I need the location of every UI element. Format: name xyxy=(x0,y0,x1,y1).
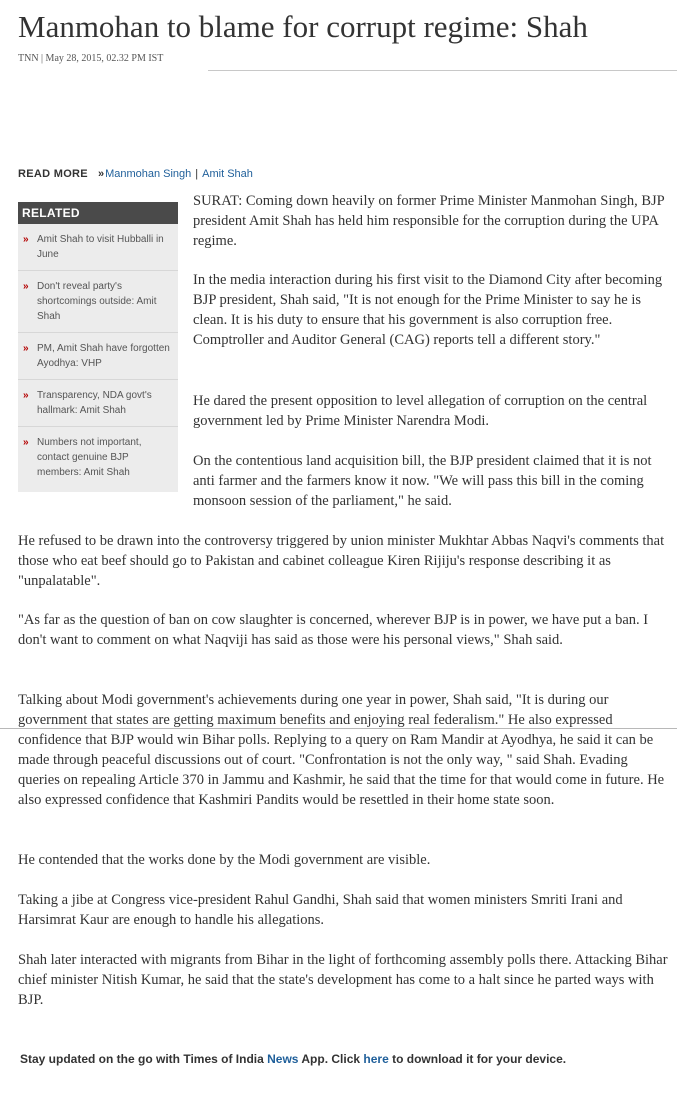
tag-link-amit-shah[interactable]: Amit Shah xyxy=(202,168,253,180)
article-paragraph: SURAT: Coming down heavily on former Prime Minister Manmohan Singh, BJP president Amit Shah has held him responsible for the corruption during the UPA regime. xyxy=(193,193,665,249)
read-more-label: READ MORE xyxy=(18,168,88,180)
related-item-text[interactable]: Amit Shah to visit Hubballi in June xyxy=(37,234,164,260)
related-item[interactable] xyxy=(18,427,178,488)
related-item-text[interactable]: Don't reveal party's shortcomings outside: Amit Shah xyxy=(37,281,157,322)
article-paragraph: He contended that the works done by the Modi government are visible. xyxy=(18,852,431,868)
related-item-text[interactable]: Transparency, NDA govt's hallmark: Amit Shah xyxy=(37,390,152,416)
related-item[interactable] xyxy=(18,333,178,380)
related-item[interactable] xyxy=(18,224,178,271)
related-title: RELATED xyxy=(18,202,178,224)
article-paragraph: On the contentious land acquisition bill, the BJP president claimed that it is not anti farmer and the farmers know it now. "We will pass this bill in the coming monsoon session of the parliament," he said. xyxy=(193,453,652,509)
article-paragraph: He dared the present opposition to level allegation of corruption on the central government led by Prime Minister Narendra Modi. xyxy=(193,393,648,429)
related-item-text[interactable]: PM, Amit Shah have forgotten Ayodhya: VHP xyxy=(37,343,170,369)
article-paragraph: Taking a jibe at Congress vice-president Rahul Gandhi, Shah said that women ministers Smriti Irani and Harsimrat Kaur are enough to handle his allegations. xyxy=(18,892,623,928)
article-paragraph: Talking about Modi government's achievements during one year in power, Shah said, "It is during our government that states are getting maximum benefits and enjoying real federalism." He also expressed confidence that BJP would win Bihar polls. Replying to a query on Ram Mandir at Ayodhya, he said it can be made through peaceful discussions out of court. "Confrontation is not the only way, " said Shah. Evading queries on repealing Article 370 in Jammu and Kashmir, he said that the time for that would come in future. He also expressed confidence that Kashmiri Pandits would be resettled in their home state soon. xyxy=(18,692,665,808)
headline-divider xyxy=(208,70,677,71)
related-item[interactable] xyxy=(18,380,178,427)
app-promo-text: to download it for your device. xyxy=(388,1052,567,1066)
app-promo xyxy=(20,1052,566,1066)
related-item[interactable] xyxy=(18,271,178,333)
related-list xyxy=(18,224,178,492)
read-more-arrow-icon: » xyxy=(97,168,105,180)
content-divider xyxy=(0,728,677,729)
article-paragraph: He refused to be drawn into the controversy triggered by union minister Mukhtar Abbas Naqvi's comments that those who eat beef should go to Pakistan and cabinet colleague Kiren Rijiju's response describing it as "unpalatable". xyxy=(18,533,665,589)
bullet-icon: » xyxy=(23,234,29,245)
related-box xyxy=(18,202,178,492)
app-promo-text: Stay updated on the go with Times of India xyxy=(20,1052,268,1066)
bullet-icon: » xyxy=(23,343,29,354)
bullet-icon: » xyxy=(23,281,29,292)
related-item-text[interactable]: Numbers not important, contact genuine BJP members: Amit Shah xyxy=(37,437,142,478)
news-app-link[interactable]: News xyxy=(267,1052,299,1066)
tag-link-manmohan-singh[interactable]: Manmohan Singh xyxy=(105,168,192,180)
article-paragraph: Shah later interacted with migrants from Bihar in the light of forthcoming assembly polls there. Attacking Bihar chief minister Nitish Kumar, he said that the state's development has come to a halt since he parted ways with BJP. xyxy=(18,952,668,1008)
tag-separator: | xyxy=(195,168,199,180)
bullet-icon: » xyxy=(23,437,29,448)
app-promo-text: App. Click xyxy=(298,1052,364,1066)
article-byline: TNN | May 28, 2015, 02.32 PM IST xyxy=(18,53,164,64)
read-more-bar xyxy=(18,168,253,180)
bullet-icon: » xyxy=(23,390,29,401)
download-here-link[interactable]: here xyxy=(363,1052,389,1066)
article-headline: Manmohan to blame for corrupt regime: Shah xyxy=(18,9,588,44)
article-paragraph: "As far as the question of ban on cow slaughter is concerned, wherever BJP is in power, we have put a ban. I don't want to comment on what Naqviji has said as those were his personal views," Shah said. xyxy=(18,612,649,648)
article-paragraph: In the media interaction during his first visit to the Diamond City after becoming BJP president, Shah said, "It is not enough for the Prime Minister to say he is clean. It is his duty to ensure that his government is also corruption free. Comptroller and Auditor General (CAG) reports tell a different story." xyxy=(193,272,663,348)
